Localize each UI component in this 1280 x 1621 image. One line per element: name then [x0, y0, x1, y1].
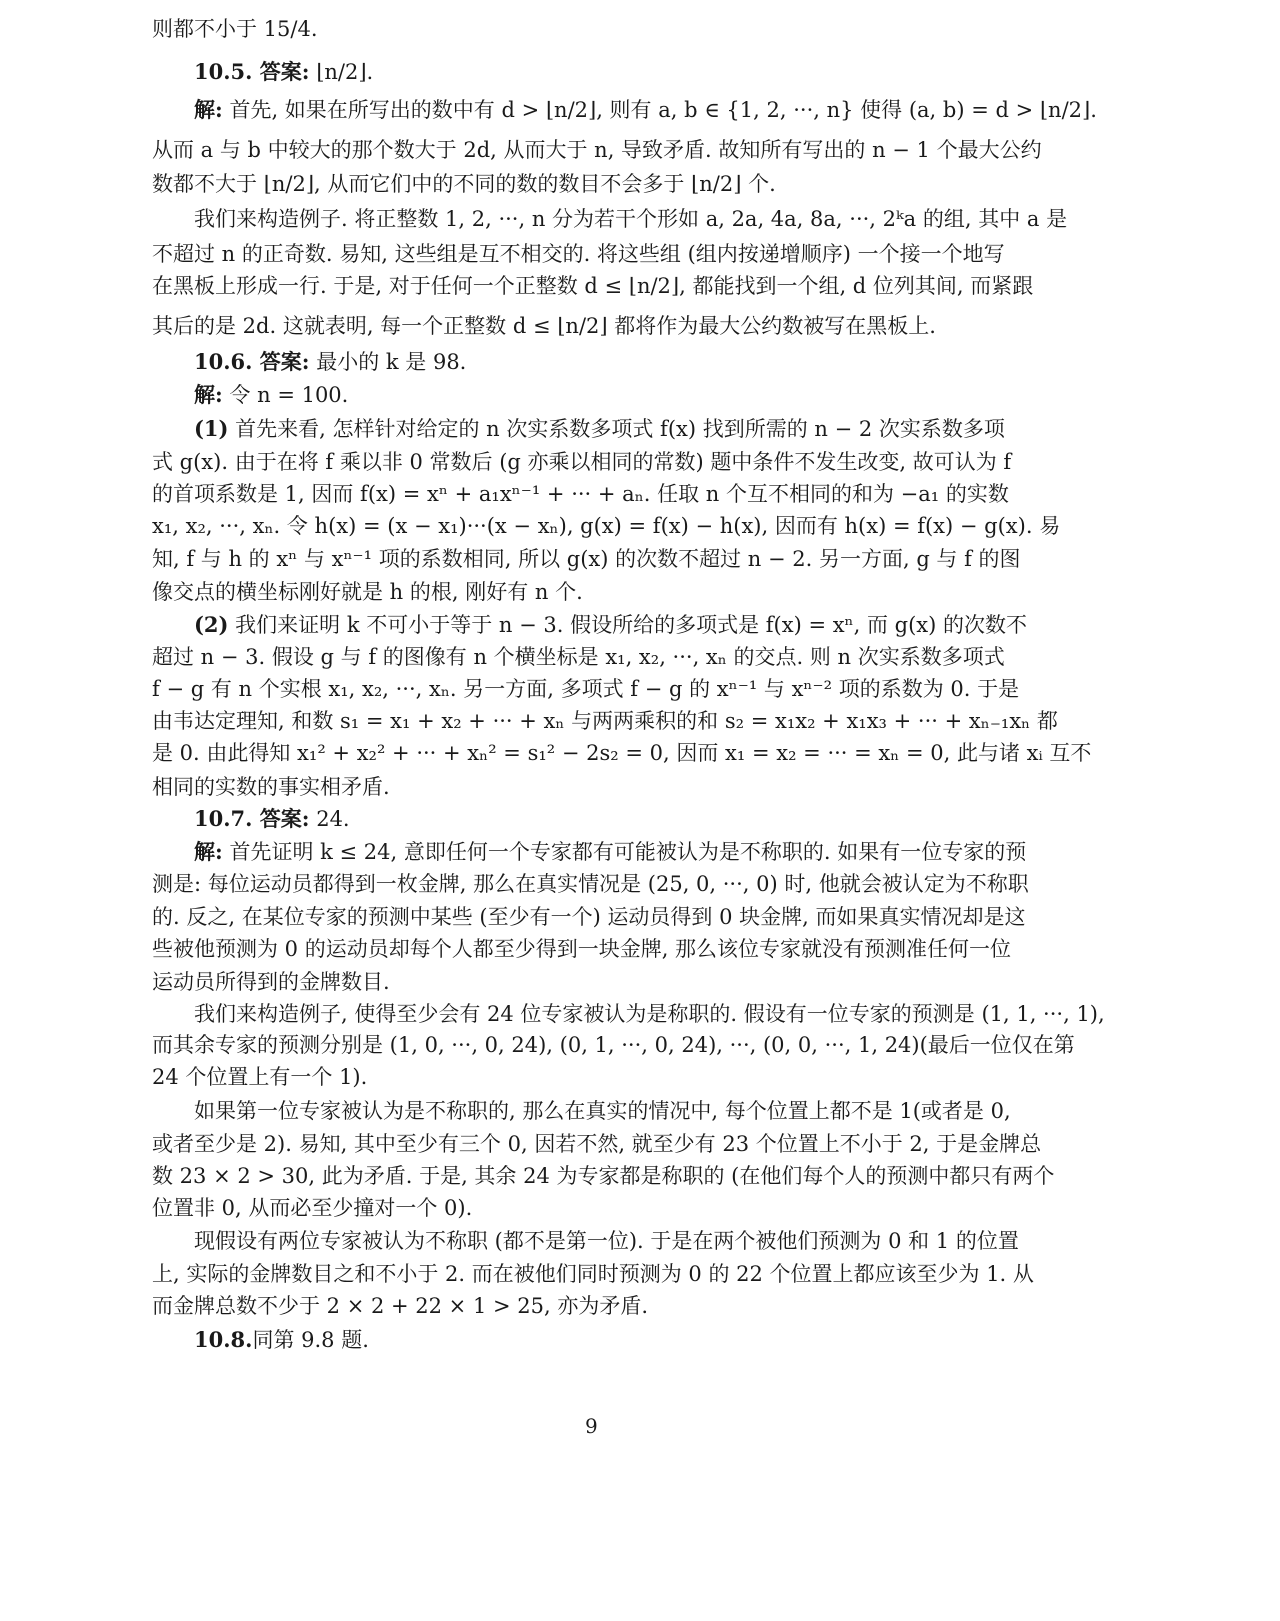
text-line	[152, 272, 1033, 304]
section-label: 解:	[194, 97, 223, 122]
text-line	[152, 935, 1011, 967]
text-line	[194, 381, 348, 413]
text-line	[152, 903, 1026, 935]
line-text: 数 23 × 2 > 30, 此为矛盾. 于是, 其余 24 为专家都是称职的 (在他们每个人的预测中都只有两个	[152, 1164, 1055, 1188]
text-line	[152, 15, 318, 47]
line-text: 其后的是 2d. 这就表明, 每一个正整数 d ≤ ⌊n/2⌋ 都将作为最大公约数被写在黑板上.	[152, 314, 936, 338]
line-text: 式 g(x). 由于在将 f 乘以非 0 常数后 (g 亦乘以相同的常数) 题中条件不发生改变, 故可认为 f	[152, 450, 1012, 474]
section-label: (2)	[194, 612, 229, 637]
line-text: 如果第一位专家被认为是不称职的, 那么在真实的情况中, 每个位置上都不是 1(或者是 0,	[194, 1099, 1011, 1123]
text-line	[152, 1130, 1041, 1162]
section-label: 解:	[194, 382, 223, 407]
text-line	[194, 838, 1026, 870]
line-text: ⌊n/2⌋.	[309, 60, 374, 84]
line-text: 或者至少是 2). 易知, 其中至少有三个 0, 因若不然, 就至少有 23 个位置上不小于 2, 于是金牌总	[152, 1132, 1042, 1156]
text-line	[152, 1292, 648, 1324]
page-number: 9	[585, 1414, 598, 1438]
text-line	[194, 415, 1005, 447]
text-line	[152, 1194, 472, 1226]
text-line	[152, 675, 1019, 707]
text-line	[152, 480, 1009, 512]
line-text: 则都不小于 15/4.	[152, 17, 318, 41]
text-line	[152, 578, 583, 610]
section-label: (1)	[194, 416, 229, 441]
line-text: 我们来证明 k 不可小于等于 n − 3. 假设所给的多项式是 f(x) = xⁿ, 而 g(x) 的次数不	[228, 613, 1028, 637]
line-text: 相同的实数的事实相矛盾.	[152, 775, 390, 799]
text-line	[152, 312, 936, 344]
section-label: 10.8.	[194, 1327, 253, 1352]
line-text: 现假设有两位专家被认为不称职 (都不是第一位). 于是在两个被他们预测为 0 和 1 的位置	[194, 1229, 1019, 1253]
line-text: f − g 有 n 个实根 x₁, x₂, ···, xₙ. 另一方面, 多项式 f − g 的 xⁿ⁻¹ 与 xⁿ⁻² 项的系数为 0. 于是	[152, 677, 1020, 701]
section-label: 10.5. 答案:	[194, 59, 310, 84]
line-text: 位置非 0, 从而必至少撞对一个 0).	[152, 1196, 473, 1220]
line-text: 24 个位置上有一个 1).	[152, 1065, 368, 1089]
line-text: 上, 实际的金牌数目之和不小于 2. 而在被他们同时预测为 0 的 22 个位置上都应该至少为 1. 从	[152, 1262, 1034, 1286]
text-line	[152, 739, 1091, 771]
text-line	[194, 205, 1067, 237]
line-text: 最小的 k 是 98.	[309, 350, 467, 374]
line-text: 我们来构造例子. 将正整数 1, 2, ···, n 分为若干个形如 a, 2a, 4a, 8a, ···, 2ᵏa 的组, 其中 a 是	[194, 207, 1068, 231]
section-label: 解:	[194, 839, 223, 864]
text-line	[152, 1063, 367, 1095]
line-text: 从而 a 与 b 中较大的那个数大于 2d, 从而大于 n, 导致矛盾. 故知所有写出的 n − 1 个最大公约	[152, 138, 1042, 162]
text-line	[194, 58, 373, 90]
line-text: 是 0. 由此得知 x₁² + x₂² + ··· + xₙ² = s₁² − 2s₂ = 0, 因而 x₁ = x₂ = ··· = xₙ = 0, 此与诸 xᵢ 互不	[152, 741, 1092, 765]
text-line	[152, 136, 1042, 168]
text-line	[194, 1000, 1105, 1032]
line-text: 由韦达定理知, 和数 s₁ = x₁ + x₂ + ··· + xₙ 与两两乘积的和 s₂ = x₁x₂ + x₁x₃ + ··· + xₙ₋₁xₙ 都	[152, 709, 1058, 733]
line-text: 数都不大于 ⌊n/2⌋, 从而它们中的不同的数的数目不会多于 ⌊n/2⌋ 个.	[152, 172, 776, 196]
text-line	[194, 805, 350, 837]
text-line	[152, 1162, 1054, 1194]
text-line	[194, 348, 466, 380]
text-line	[152, 968, 390, 1000]
line-text: 测是: 每位运动员都得到一枚金牌, 那么在真实情况是 (25, 0, ···, 0) 时, 他就会被认定为不称职	[152, 872, 1029, 896]
section-label: 10.7. 答案:	[194, 806, 310, 831]
line-text: x₁, x₂, ···, xₙ. 令 h(x) = (x − x₁)···(x − xₙ), g(x) = f(x) − h(x), 因而有 h(x) = f(x) − g(x). 易	[152, 514, 1061, 538]
text-line	[194, 1227, 1019, 1259]
line-text: 而金牌总数不少于 2 × 2 + 22 × 1 > 25, 亦为矛盾.	[152, 1294, 649, 1318]
line-text: 令 n = 100.	[222, 383, 349, 407]
text-line	[152, 545, 1021, 577]
line-text: 超过 n − 3. 假设 g 与 f 的图像有 n 个横坐标是 x₁, x₂, ···, xₙ 的交点. 则 n 次实系数多项式	[152, 645, 1005, 669]
section-label: 10.6. 答案:	[194, 349, 310, 374]
text-line	[152, 170, 776, 202]
line-text: 的. 反之, 在某位专家的预测中某些 (至少有一个) 运动员得到 0 块金牌, 而如果真实情况却是这	[152, 905, 1026, 929]
text-line	[152, 1031, 1075, 1063]
line-text: 首先证明 k ≤ 24, 意即任何一个专家都有可能被认为是不称职的. 如果有一位专家的预	[222, 840, 1027, 864]
text-line	[194, 611, 1027, 643]
text-line	[152, 512, 1060, 544]
text-line	[152, 870, 1029, 902]
line-text: 像交点的横坐标刚好就是 h 的根, 刚好有 n 个.	[152, 580, 583, 604]
line-text: 而其余专家的预测分别是 (1, 0, ···, 0, 24), (0, 1, ···, 0, 24), ···, (0, 0, ···, 1, 24)(最后一位仅在第	[152, 1033, 1075, 1057]
text-line	[152, 448, 1011, 480]
line-text: 在黑板上形成一行. 于是, 对于任何一个正整数 d ≤ ⌊n/2⌋, 都能找到一个组, d 位列其间, 而紧跟	[152, 274, 1034, 298]
text-line	[152, 707, 1058, 739]
line-text: 运动员所得到的金牌数目.	[152, 970, 390, 994]
text-line	[194, 96, 1097, 128]
line-text: 知, f 与 h 的 xⁿ 与 xⁿ⁻¹ 项的系数相同, 所以 g(x) 的次数不超过 n − 2. 另一方面, g 与 f 的图	[152, 547, 1021, 571]
text-line	[152, 773, 390, 805]
text-line	[152, 643, 1005, 675]
line-text: 我们来构造例子, 使得至少会有 24 位专家被认为是称职的. 假设有一位专家的预测是 (1, 1, ···, 1),	[194, 1002, 1105, 1026]
line-text: 些被他预测为 0 的运动员却每个人都至少得到一块金牌, 那么该位专家就没有预测准任何一位	[152, 937, 1012, 961]
line-text: 首先, 如果在所写出的数中有 d > ⌊n/2⌋, 则有 a, b ∈ {1, 2, ···, n} 使得 (a, b) = d > ⌊n/2⌋.	[222, 98, 1097, 122]
line-text: 同第 9.8 题.	[252, 1328, 369, 1352]
line-text: 不超过 n 的正奇数. 易知, 这些组是互不相交的. 将这些组 (组内按递增顺序) 一个接一个地写	[152, 242, 1005, 266]
line-text: 首先来看, 怎样针对给定的 n 次实系数多项式 f(x) 找到所需的 n − 2 次实系数多项	[228, 417, 1005, 441]
line-text: 的首项系数是 1, 因而 f(x) = xⁿ + a₁xⁿ⁻¹ + ··· + aₙ. 任取 n 个互不相同的和为 −a₁ 的实数	[152, 482, 1009, 506]
text-line	[194, 1326, 369, 1358]
text-line	[152, 1260, 1034, 1292]
text-line	[152, 240, 1005, 272]
line-text: 24.	[309, 807, 350, 831]
text-line	[194, 1097, 1011, 1129]
